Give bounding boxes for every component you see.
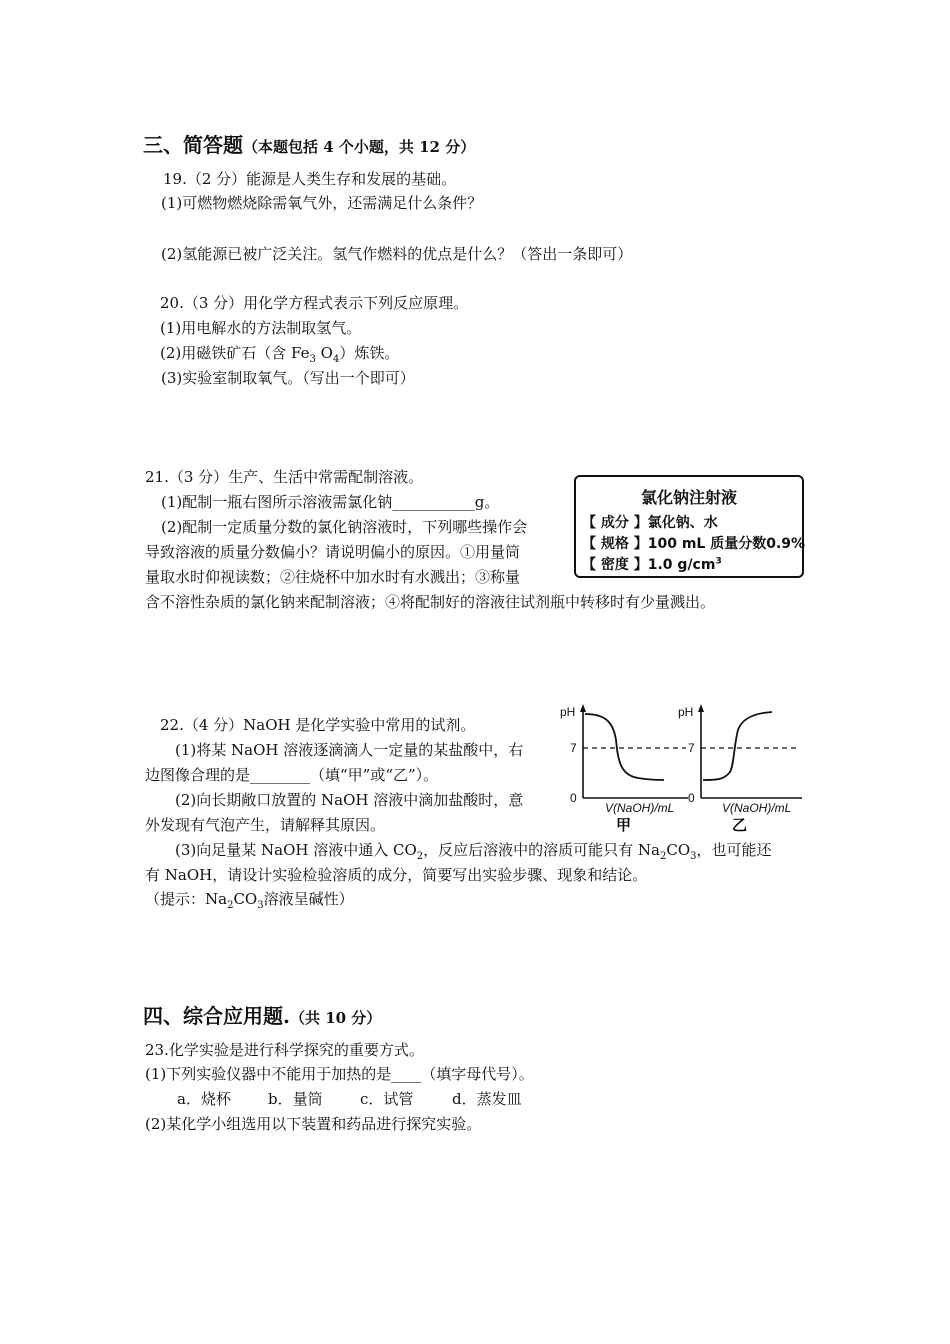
section-4-title: 四、综合应用题. — [143, 1004, 290, 1028]
y-axis-arrow — [580, 704, 586, 712]
q21-part2-line1: (2)配制一定质量分数的氯化钠溶液时，下列哪些操作会 — [161, 518, 528, 536]
q20-part2: (2)用磁铁矿石（含 $Fe_3$ $O_4$）炼铁。 — [160, 344, 400, 365]
q21-part2-line2: 导致溶液的质量分数偏小？请说明偏小的原因。①用量筒 — [145, 543, 521, 561]
q23-option-d: d．蒸发皿 — [452, 1090, 522, 1108]
q22-part3-line2: 有 NaOH，请设计实验检验溶质的成分，简要写出实验步骤、现象和结论。 — [145, 866, 648, 884]
q23-stem: 23.化学实验是进行科学探究的重要方式。 — [145, 1041, 424, 1059]
x-axis-label: V(NaOH)/mL — [722, 801, 792, 815]
q22-part3-line1: (3)向足量某 NaOH 溶液中通入 $CO_2$，反应后溶液中的溶质可能只有 $Na_2CO_3$，也可能还 — [175, 841, 772, 862]
ph-curve — [703, 712, 772, 780]
q19-part1: (1)可燃物燃烧除需氧气外，还需满足什么条件？ — [161, 194, 483, 212]
ph-graph-yi — [676, 700, 811, 835]
section-4-subtitle: （共 10 分） — [289, 1009, 382, 1027]
q20-part1: (1)用电解水的方法制取氢气。 — [160, 319, 362, 337]
section-3-heading — [143, 129, 475, 158]
label-ingredients: 【 成分 】氯化钠、水 — [582, 515, 718, 531]
sodium-chloride-injection-label — [574, 475, 804, 578]
section-3-subtitle: （本题包括 4 个小题，共 12 分） — [243, 138, 476, 156]
label-title: 氯化钠注射液 — [640, 488, 737, 507]
q23-option-a: a．烧杯 — [177, 1090, 231, 1108]
q22-stem: 22.（4 分）NaOH 是化学实验中常用的试剂。 — [160, 716, 476, 734]
seven-tick-label: 7 — [688, 741, 695, 755]
q22-part1-line2: 边图像合理的是________（填“甲”或“乙”）。 — [145, 766, 439, 784]
origin-label: 0 — [570, 791, 577, 805]
label-density: 【 密度 】1.0 $g/cm^3$ — [582, 556, 722, 573]
section-4-heading — [143, 1000, 381, 1029]
q22-part2-line1: (2)向长期敞口放置的 NaOH 溶液中滴加盐酸时，意 — [175, 791, 524, 809]
q22-part1-line1: (1)将某 NaOH 溶液逐滴滴人一定量的某盐酸中，右 — [175, 741, 524, 759]
graph-name-yi: 乙 — [732, 816, 748, 834]
graph-name-jia: 甲 — [616, 816, 632, 834]
q22-hint: （提示：$Na_2CO_3$溶液呈碱性） — [145, 890, 354, 911]
q21-part2-line3: 量取水时仰视读数；②往烧杯中加水时有水溅出；③称量 — [145, 568, 521, 586]
q21-stem: 21.（3 分）生产、生活中常需配制溶液。 — [145, 468, 424, 486]
seven-tick-label: 7 — [570, 741, 577, 755]
q23-option-c: c．试管 — [360, 1090, 414, 1108]
y-axis-arrow — [698, 704, 704, 712]
q21-part1: (1)配制一瓶右图所示溶液需氯化钠___________g。 — [161, 493, 500, 511]
q23-part1: (1)下列实验仪器中不能用于加热的是____（填字母代号）。 — [145, 1065, 534, 1083]
y-axis-label: pH — [678, 705, 694, 719]
ph-graph-jia — [558, 700, 693, 835]
section-3-title: 三、简答题 — [143, 133, 243, 157]
label-specification: 【 规格 】100 mL 质量分数0.9% — [582, 536, 806, 552]
q22-part2-line2: 外发现有气泡产生，请解释其原因。 — [145, 816, 386, 834]
q20-stem: 20.（3 分）用化学方程式表示下列反应原理。 — [160, 294, 469, 312]
ph-curve — [585, 714, 664, 780]
q19-part2: (2)氢能源已被广泛关注。氢气作燃料的优点是什么？（答出一条即可） — [161, 245, 633, 263]
q19-stem: 19.（2 分）能源是人类生存和发展的基础。 — [163, 170, 457, 188]
q23-part2: (2)某化学小组选用以下装置和药品进行探究实验。 — [145, 1115, 482, 1133]
x-axis-label: V(NaOH)/mL — [605, 801, 675, 815]
y-axis-label: pH — [560, 705, 576, 719]
origin-label: 0 — [688, 791, 695, 805]
q21-part2-line4: 含不溶性杂质的氯化钠来配制溶液；④将配制好的溶液往试剂瓶中转移时有少量溅出。 — [145, 593, 716, 611]
q20-part3: (3)实验室制取氧气。（写出一个即可） — [161, 369, 415, 387]
q23-option-b: b．量筒 — [268, 1090, 323, 1108]
